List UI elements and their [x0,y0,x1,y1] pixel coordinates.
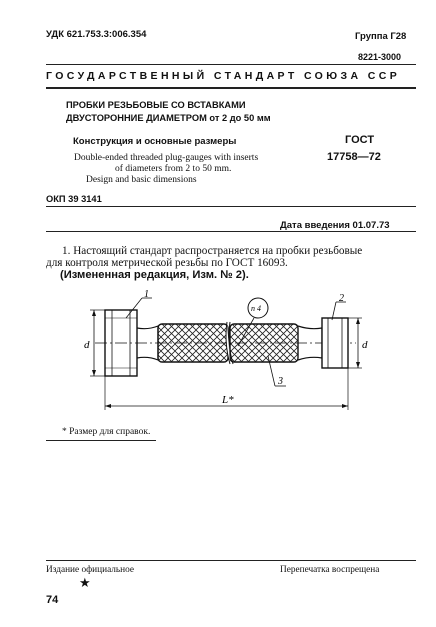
top-rule [46,64,416,65]
page-number: 74 [46,594,59,606]
heading-rule [46,87,416,89]
gost-label: ГОСТ [345,134,375,146]
dim-d-left: d [84,339,90,351]
callout-2: 2 [339,293,344,304]
gost-number: 17758—72 [327,151,381,163]
footnote: * Размер для справок. [62,427,151,437]
right-insert [322,318,348,368]
reprint-note: Перепечатка воспрещена [280,565,380,575]
amendment-note: (Измененная редакция, Изм. № 2). [60,269,249,281]
plug-gauge-drawing [70,288,370,420]
footnote-rule [46,440,156,441]
dim-l: L* [222,394,234,406]
callout-1: 1 [144,289,149,300]
title-line-2: ДВУСТОРОННИЕ ДИАМЕТРОМ от 2 до 50 мм [66,113,271,123]
star-icon: ★ [79,575,91,590]
circle-label: п 4 [251,304,261,313]
group-code: Группа Г28 [355,31,407,42]
intro-date: Дата введения 01.07.73 [280,220,390,231]
okp-class-code: 8221-3000 [358,52,402,62]
english-title-line-2: of diameters from 2 to 50 mm. [115,164,232,174]
okp-rule [46,206,416,207]
state-standard-heading: ГОСУДАРСТВЕННЫЙ СТАНДАРТ СОЮЗА ССР [46,70,401,82]
date-rule [46,231,416,232]
udk-code: УДК 621.753.3:006.354 [46,29,147,40]
paragraph-line-1: 1. Настоящий стандарт распространяется на пробки резьбовые [62,245,363,257]
okp-label: ОКП 39 3141 [46,194,102,204]
subtitle: Конструкция и основные размеры [73,136,237,147]
callout-3: 3 [278,376,283,387]
english-title-line-1: Double-ended threaded plug-gauges with inserts [74,153,259,163]
title-line-1: ПРОБКИ РЕЗЬБОВЫЕ СО ВСТАВКАМИ [66,100,246,110]
english-title-line-3: Design and basic dimensions [86,175,197,185]
footer-rule [46,560,416,561]
paragraph-line-2: для контроля метрической резьбы по ГОСТ 16093. [46,257,288,269]
publication-note: Издание официальное [46,565,135,575]
dim-d-right: d [362,339,368,351]
